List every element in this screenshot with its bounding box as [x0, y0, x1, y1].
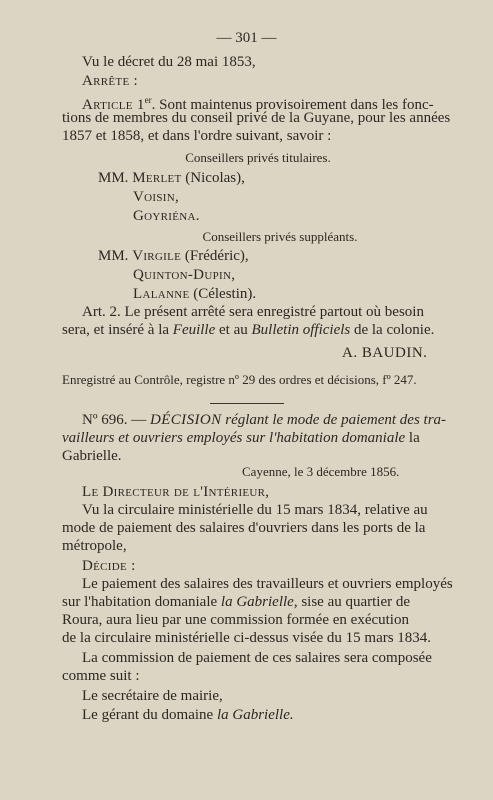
- para2-line2: comme suit :: [62, 668, 140, 684]
- para1-text: sur l'habitation domaniale: [62, 594, 221, 610]
- titulaire-given: ,: [174, 189, 179, 205]
- suppleant-given: (Frédéric),: [181, 248, 249, 264]
- suppleant-name: Virgile: [132, 248, 182, 264]
- article1-text: . Sont maintenus provisoirement dans les fonc-: [151, 97, 434, 113]
- titulaire-3: [133, 208, 199, 225]
- para1-line4: de la circulaire ministérielle ci-dessus visée du 15 mars 1834.: [62, 630, 432, 646]
- para2-line1: La commission de paiement de ces salaires sera composée: [82, 650, 432, 666]
- suppleant-3: [133, 286, 256, 303]
- arrete-label: Arrête :: [82, 73, 138, 89]
- titulaires-heading: Conseillers privés titulaires.: [185, 150, 331, 165]
- feuille-italic: Feuille: [172, 322, 216, 338]
- para1-text: , sise au quartier de: [293, 594, 411, 610]
- suppleants-heading: Conseillers privés suppléants.: [202, 229, 358, 244]
- para1-line2: [62, 594, 410, 611]
- titulaire-given: .: [195, 208, 200, 224]
- titulaire-name: Merlet: [132, 170, 182, 186]
- dateline: Cayenne, le 3 décembre 1856.: [242, 464, 400, 479]
- para1-line1: Le paiement des salaires des travailleurs et ouvriers employés: [82, 576, 453, 592]
- member2-text: Le gérant du domaine: [82, 707, 217, 723]
- article1-label: Article 1: [82, 97, 145, 113]
- article2-text-b: et au: [215, 322, 252, 338]
- para1-line3: Roura, aura lieu par une commission formée en exécution: [62, 612, 409, 628]
- titulaire-1: [98, 170, 245, 187]
- vu-line2: mode de paiement des salaires d'ouvriers dans les ports de la: [62, 520, 426, 536]
- suppleant-given: (Célestin).: [189, 286, 257, 302]
- article1-sup: er: [144, 95, 152, 105]
- page-number: — 301 —: [216, 30, 277, 46]
- article2-line1: Art. 2. Le présent arrêté sera enregistré partout où besoin: [82, 304, 424, 320]
- decision-title-line2: [62, 430, 420, 447]
- separator-rule: [210, 403, 284, 404]
- vu-decret: Vu le décret du 28 mai 1853,: [82, 54, 256, 70]
- vu-line3: métropole,: [62, 538, 127, 554]
- article1-line3: 1857 et 1858, et dans l'ordre suivant, savoir :: [62, 128, 332, 144]
- signature: A. BAUDIN.: [342, 345, 428, 361]
- decision-title-rest: réglant le mode de paiement des tra-: [221, 412, 447, 428]
- article2-text-c: de la colonie.: [350, 322, 435, 338]
- mm-prefix: MM.: [98, 170, 129, 186]
- bulletin-italic: Bulletin officiels: [251, 322, 351, 338]
- titulaire-name: Voisin: [133, 189, 175, 205]
- suppleant-name: Lalanne: [133, 286, 190, 302]
- director-heading: Le Directeur de l'Intérieur,: [82, 484, 270, 500]
- member2-italic: la Gabrielle.: [216, 707, 294, 723]
- article1-line2: tions de membres du conseil privé de la Guyane, pour les années: [62, 110, 451, 126]
- decide-label: Décide :: [82, 558, 136, 574]
- vu-line1: Vu la circulaire ministérielle du 15 mars 1834, relative au: [82, 502, 428, 518]
- decision-number: Nº 696. —: [82, 412, 150, 428]
- decision-title-italic: vailleurs et ouvriers employés sur l'habitation domaniale: [62, 430, 406, 446]
- gabrielle-italic: la Gabrielle: [220, 594, 294, 610]
- titulaire-2: [133, 189, 179, 206]
- titulaire-name: Goyriéna: [133, 208, 196, 224]
- titulaire-given: (Nicolas),: [181, 170, 245, 186]
- suppleant-given: ,: [231, 267, 235, 283]
- decision-word: DÉCISION: [149, 412, 222, 428]
- article2-line2: [62, 322, 434, 339]
- decision-title-tail: la: [405, 430, 420, 446]
- member-2: [82, 707, 294, 724]
- decision-title-line3: Gabrielle.: [62, 448, 122, 464]
- registration-note: Enregistré au Contrôle, registre nº 29 des ordres et décisions, fº 247.: [62, 372, 417, 387]
- decision-title-line1: [82, 412, 446, 429]
- suppleant-name: Quinton-Dupin: [133, 267, 232, 283]
- member-1: Le secrétaire de mairie,: [82, 688, 223, 704]
- article2-text-a: sera, et inséré à la: [62, 322, 173, 338]
- suppleant-1: [98, 248, 249, 265]
- suppleant-2: [133, 267, 235, 284]
- mm-prefix: MM.: [98, 248, 129, 264]
